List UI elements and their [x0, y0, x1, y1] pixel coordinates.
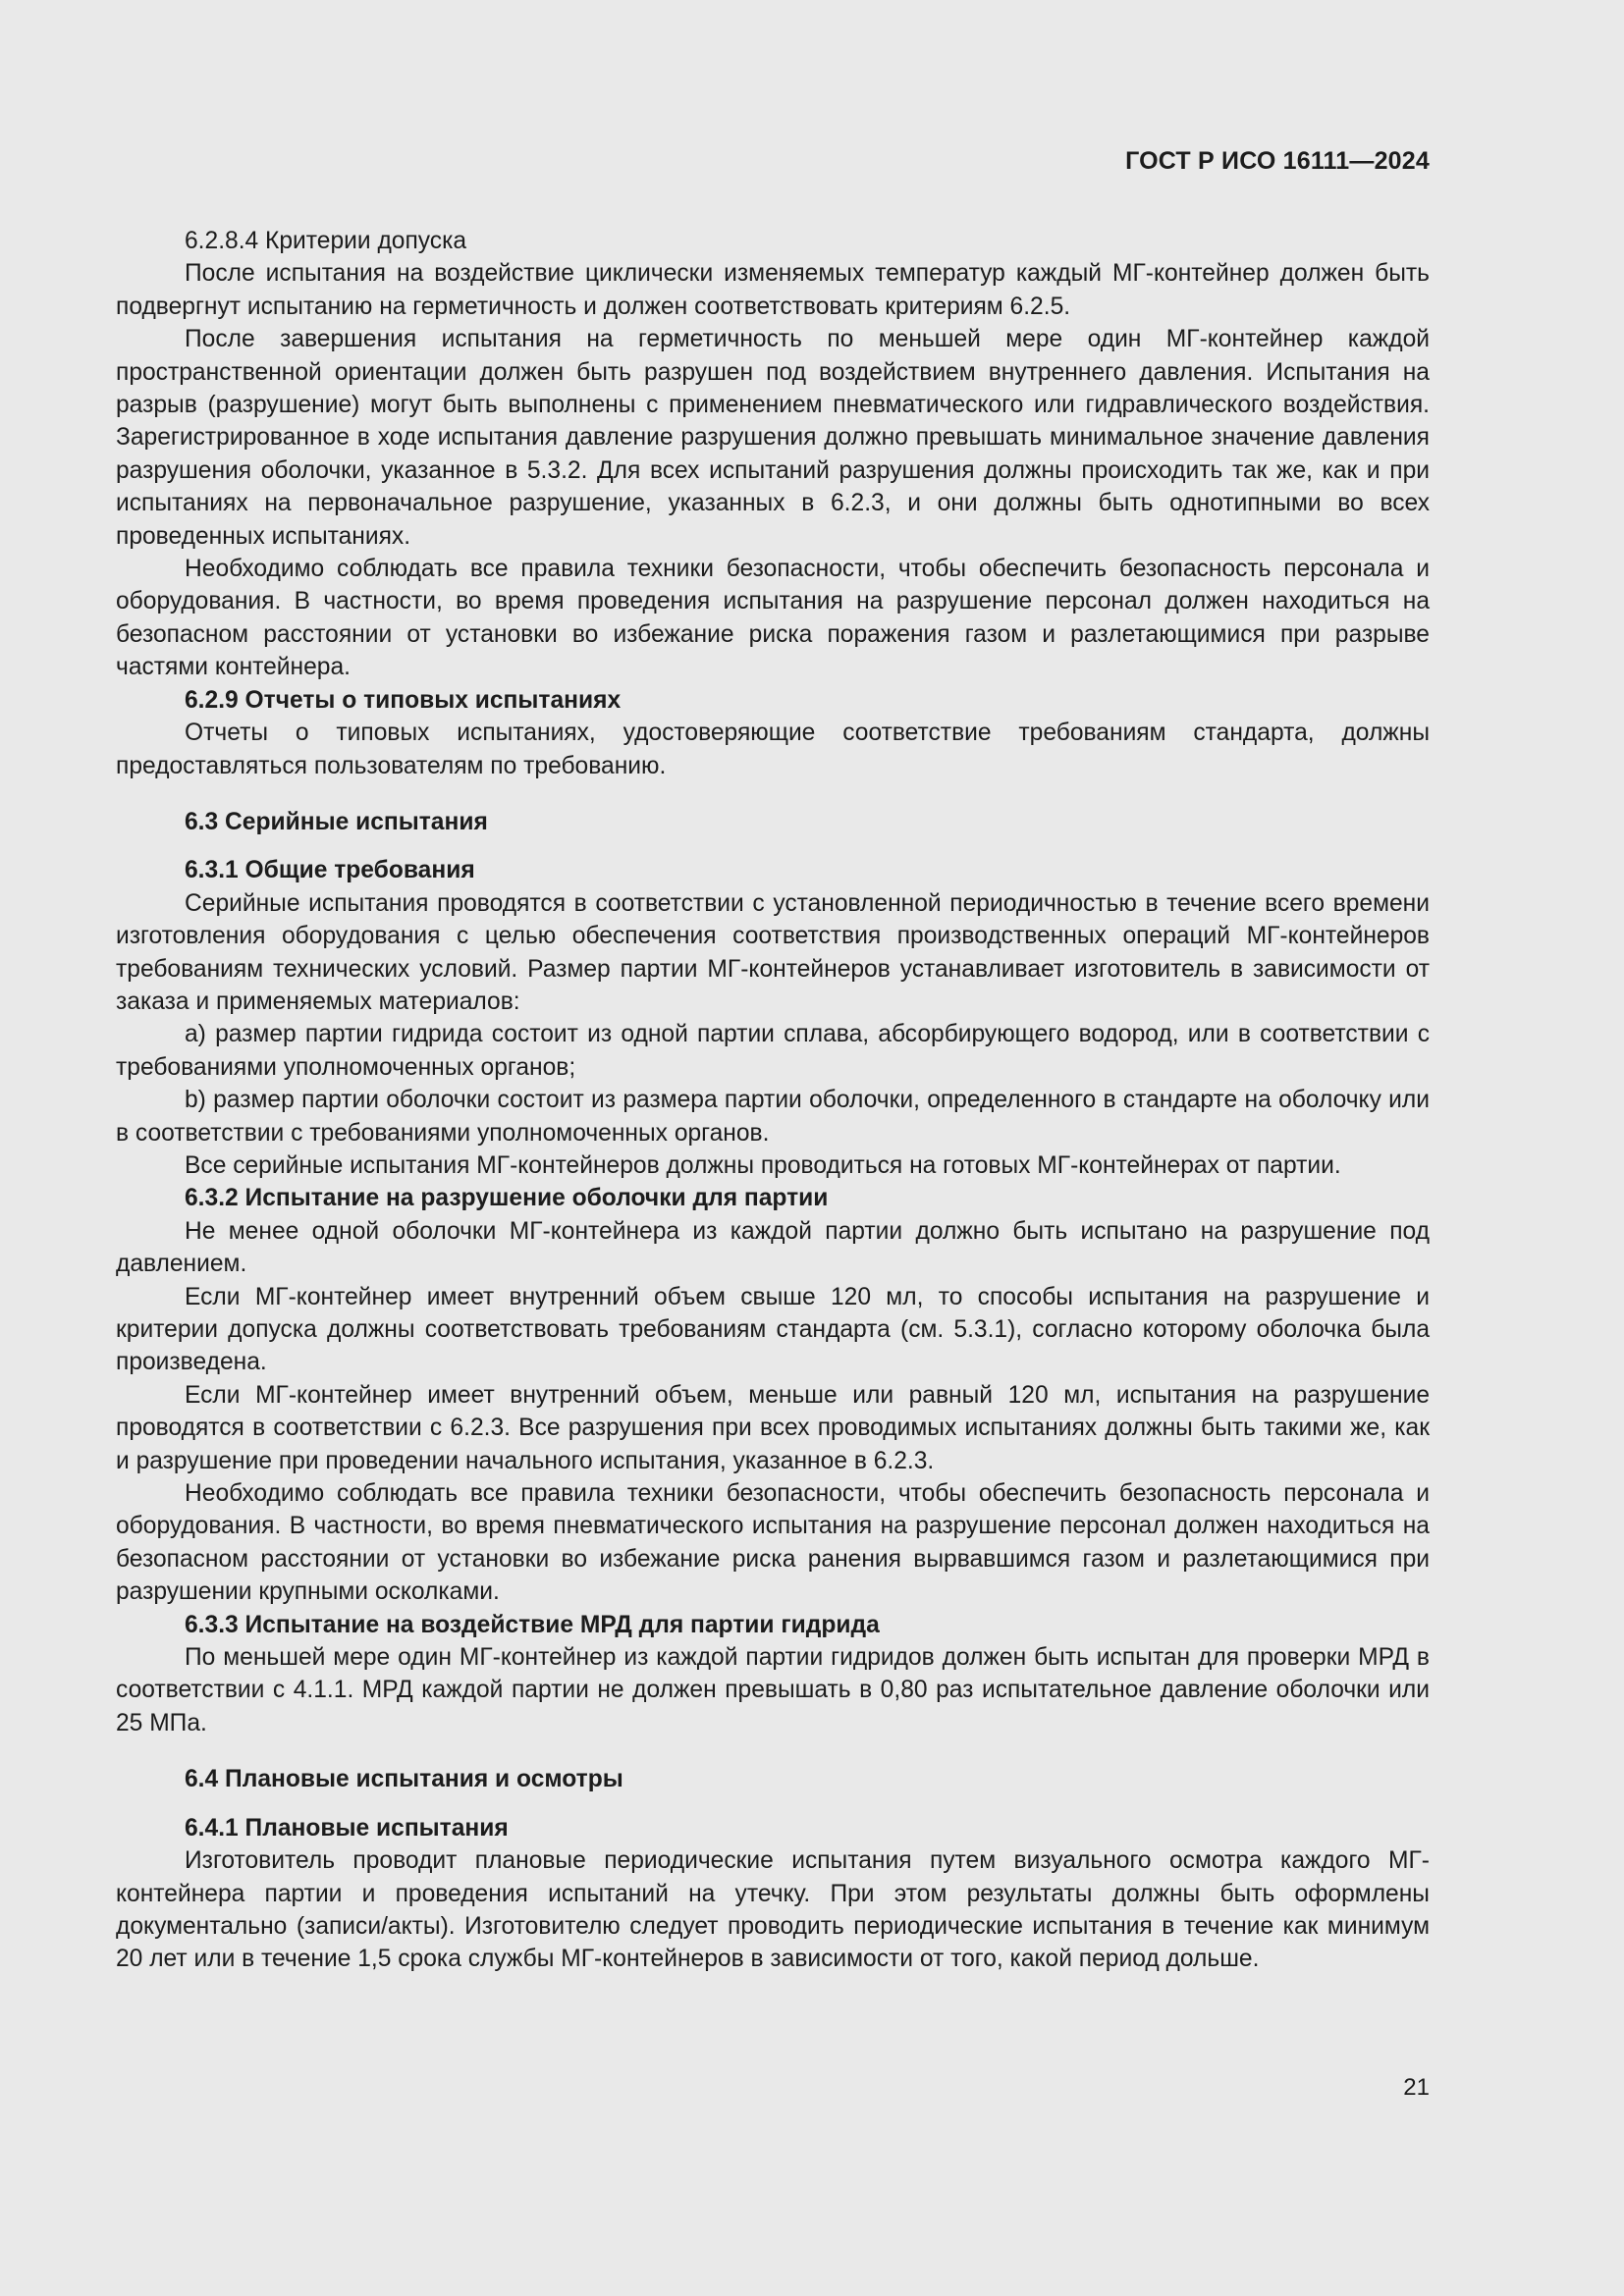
paragraph: Серийные испытания проводятся в соответствии с установленной периодичностью в течение всего времени изготовления оборудования с целью обеспечения соответствия производственных операций МГ-контейнеров требованиям технических условий. Размер партии МГ-контейнеров устанавливает изготовитель в зависимости от заказа и применяемых материалов: — [116, 889, 1430, 1015]
paragraph: Необходимо соблюдать все правила техники безопасности, чтобы обеспечить безопасность персонала и оборудования. В частности, во время проведения испытания на разрушение персонал должен находиться на безопасном расстоянии от установки во избежание риска поражения газом и разлетающимися при разрыве частями контейнера. — [116, 556, 1430, 681]
clause-6-2-9-heading: 6.2.9 Отчеты о типовых испытаниях — [185, 686, 622, 714]
paragraph: Изготовитель проводит плановые периодические испытания путем визуального осмотра каждого МГ-контейнера партии и проведения испытаний на утечку. При этом результаты должны быть оформлены документально (записи/акты). Изготовителю следует проводить периодические испытания в течение как минимум 20 лет или в течение 1,5 срока службы МГ-контейнеров в зависимости от того, какой период дольше. — [116, 1847, 1430, 1973]
page-number: 21 — [1403, 2074, 1430, 2101]
paragraph: После испытания на воздействие циклически изменяемых температур каждый МГ-контейнер должен быть подвергнут испытанию на герметичность и должен соответствовать критериям 6.2.5. — [116, 260, 1430, 320]
list-item: a) размер партии гидрида состоит из одной партии сплава, абсорбирующего водород, или в соответствии с требованиями уполномоченных органов; — [116, 1021, 1430, 1081]
clause-6-3-2-heading: 6.3.2 Испытание на разрушение оболочки для партии — [185, 1185, 829, 1212]
document-header: ГОСТ Р ИСО 16111—2024 — [1125, 147, 1430, 175]
paragraph: После завершения испытания на герметичность по меньшей мере один МГ-контейнер каждой пространственной ориентации должен быть разрушен под воздействием внутреннего давления. Испытания на разрыв (разрушение) могут быть выполнены с применением пневматического или гидравлического воздействия. Зарегистрированное в ходе испытания давление разрушения должно превышать минимальное значение давления разрушения оболочки, указанное в 5.3.2. Для всех испытаний разрушения должны происходить так же, как и при испытаниях на первоначальное разрушение, указанных в 6.2.3, и они должны быть однотипными во всех проведенных испытаниях. — [116, 326, 1430, 550]
paragraph: Не менее одной оболочки МГ-контейнера из каждой партии должно быть испытано на разрушение под давлением. — [116, 1217, 1430, 1278]
paragraph: Отчеты о типовых испытаниях, удостоверяющие соответствие требованиям стандарта, должны предоставляться пользователям по требованию. — [116, 720, 1430, 779]
clause-6-3-1-heading: 6.3.1 Общие требования — [185, 857, 475, 884]
clause-6-2-8-4-title: 6.2.8.4 Критерии допуска — [185, 228, 467, 254]
section-6-3-heading: 6.3 Серийные испытания — [185, 808, 488, 835]
paragraph: Необходимо соблюдать все правила техники безопасности, чтобы обеспечить безопасность персонала и оборудования. В частности, во время пневматического испытания на разрушение персонал должен находиться на безопасном расстоянии от установки во избежание риска ранения вырвавшимся газом и разлетающимися при разрушении крупными осколками. — [116, 1480, 1430, 1606]
paragraph: Если МГ-контейнер имеет внутренний объем свыше 120 мл, то способы испытания на разрушение и критерии допуска должны соответствовать требованиям стандарта (см. 5.3.1), согласно которому оболочка была произведена. — [116, 1283, 1430, 1376]
clause-6-3-3-heading: 6.3.3 Испытание на воздействие МРД для партии гидрида — [185, 1611, 880, 1638]
section-6-4-heading: 6.4 Плановые испытания и осмотры — [185, 1766, 623, 1793]
paragraph: Все серийные испытания МГ-контейнеров должны проводиться на готовых МГ-контейнерах от партии. — [185, 1151, 1341, 1179]
list-item: b) размер партии оболочки состоит из размера партии оболочки, определенного в стандарте на оболочку или в соответствии с требованиями уполномоченных органов. — [116, 1087, 1430, 1147]
paragraph: По меньшей мере один МГ-контейнер из каждой партии гидридов должен быть испытан для проверки МРД в соответствии с 4.1.1. МРД каждой партии не должен превышать в 0,80 раз испытательное давление оболочки или 25 МПа. — [116, 1644, 1430, 1736]
paragraph: Если МГ-контейнер имеет внутренний объем, меньше или равный 120 мл, испытания на разрушение проводятся в соответствии с 6.2.3. Все разрушения при всех проводимых испытаниях должны быть такими же, как и разрушение при проведении начального испытания, указанное в 6.2.3. — [116, 1381, 1430, 1474]
document-body — [116, 225, 1430, 1976]
clause-6-4-1-heading: 6.4.1 Плановые испытания — [185, 1814, 509, 1842]
